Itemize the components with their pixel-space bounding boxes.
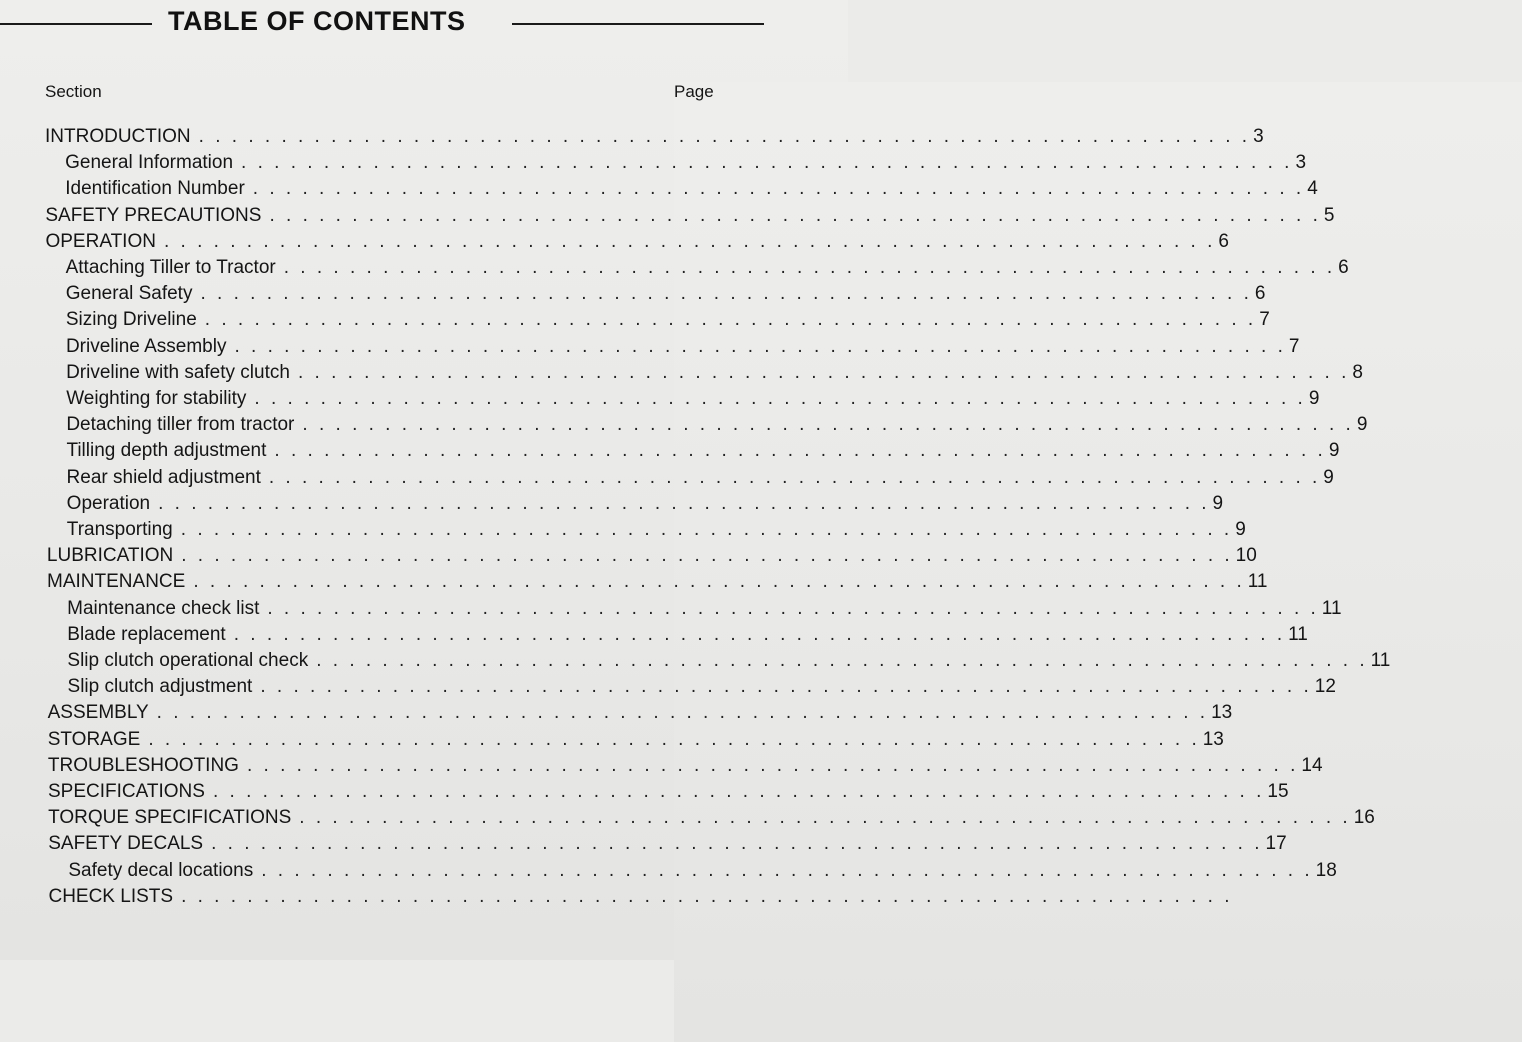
toc-leader-dots: . . . . . . . . . . . . . . . . . . . . . . . . . . . . . . . . . . . . . . . . . . . . . . . . . . . . . . . . . . . . . . . . xyxy=(260,676,1312,698)
toc-entry xyxy=(65,152,1307,178)
page-title: TABLE OF CONTENTS xyxy=(168,6,466,36)
toc-entry xyxy=(65,178,1318,204)
toc-entry xyxy=(66,388,1320,414)
toc-entry-label: Weighting for stability xyxy=(66,388,247,409)
toc-entry xyxy=(67,597,1342,624)
toc-leader-dots: . . . . . . . . . . . . . . . . . . . . . . . . . . . . . . . . . . . . . . . . . . . . . . . . . . . . . . . . . . . . . . . . xyxy=(180,519,1233,540)
toc-leader-dots: . . . . . . . . . . . . . . . . . . . . . . . . . . . . . . . . . . . . . . . . . . . . . . . . . . . . . . . . . . . . . . . . xyxy=(274,440,1326,462)
toc-leader-dots: . . . . . . . . . . . . . . . . . . . . . . . . . . . . . . . . . . . . . . . . . . . . . . . . . . . . . . . . . . . . . . . . xyxy=(241,152,1293,174)
toc-entry-page: 16 xyxy=(1353,807,1375,829)
toc-leader-dots: . . . . . . . . . . . . . . . . . . . . . . . . . . . . . . . . . . . . . . . . . . . . . . . . . . . . . . . . . . . . . . . . xyxy=(181,885,1233,907)
toc-entry-label: Attaching Tiller to Tractor xyxy=(65,257,276,278)
toc-entry xyxy=(48,885,1233,912)
toc-entry xyxy=(66,492,1224,519)
toc-entry xyxy=(66,361,1363,388)
toc-entry xyxy=(66,519,1246,545)
toc-entry-label: SAFETY DECALS xyxy=(48,833,204,855)
toc-entry-page: 11 xyxy=(1370,650,1391,671)
toc-entry-label: Transporting xyxy=(66,519,173,540)
toc-entry xyxy=(45,230,1229,257)
toc-entry xyxy=(48,781,1289,807)
toc-leader-dots: . . . . . . . . . . . . . . . . . . . . . . . . . . . . . . . . . . . . . . . . . . . . . . . . . . . . . . . . . . . . . . . . xyxy=(200,283,1252,305)
toc-leader-dots: . . . . . . . . . . . . . . . . . . . . . . . . . . . . . . . . . . . . . . . . . . . . . . . . . . . . . . . . . . . . . . . . xyxy=(302,414,1354,436)
toc-entry-page: 9 xyxy=(1212,492,1224,514)
section-column-header: Section xyxy=(45,82,102,101)
toc-entry-label: OPERATION xyxy=(45,230,156,252)
toc-leader-dots: . . . . . . . . . . . . . . . . . . . . . . . . . . . . . . . . . . . . . . . . . . . . . . . . . . . . . . . . . . . . . . . . xyxy=(261,859,1313,881)
toc-entry xyxy=(66,414,1368,440)
toc-entry-page: 15 xyxy=(1267,781,1289,802)
toc-entry-label: Detaching tiller from tractor xyxy=(66,414,295,436)
toc-leader-dots: . . . . . . . . . . . . . . . . . . . . . . . . . . . . . . . . . . . . . . . . . . . . . . . . . . . . . . . . . . . . . . . . xyxy=(181,545,1233,567)
toc-entry-page: 13 xyxy=(1202,728,1224,750)
toc-entry xyxy=(67,676,1336,702)
toc-entry xyxy=(47,571,1268,597)
toc-leader-dots: . . . . . . . . . . . . . . . . . . . . . . . . . . . . . . . . . . . . . . . . . . . . . . . . . . . . . . . . . . . . . . . . xyxy=(297,361,1350,383)
toc-entry-label: TORQUE SPECIFICATIONS xyxy=(48,807,292,829)
toc-leader-dots: . . . . . . . . . . . . . . . . . . . . . . . . . . . . . . . . . . . . . . . . . . . . . . . . . . . . . . . . . . . . . . . . xyxy=(233,623,1286,645)
toc-entry-label: General Information xyxy=(65,152,234,174)
toc-entry-page: 10 xyxy=(1235,545,1257,567)
toc-leader-dots: . . . . . . . . . . . . . . . . . . . . . . . . . . . . . . . . . . . . . . . . . . . . . . . . . . . . . . . . . . . . . . . . xyxy=(283,257,1336,278)
toc-entry-label: SAFETY PRECAUTIONS xyxy=(45,204,262,226)
toc-leader-dots: . . . . . . . . . . . . . . . . . . . . . . . . . . . . . . . . . . . . . . . . . . . . . . . . . . . . . . . . . . . . . . . . xyxy=(267,597,1319,619)
toc-entry xyxy=(47,702,1233,728)
page-column-header: Page xyxy=(674,82,1522,1042)
toc-leader-dots: . . . . . . . . . . . . . . . . . . . . . . . . . . . . . . . . . . . . . . . . . . . . . . . . . . . . . . . . . . . . . . . . xyxy=(268,466,1321,488)
toc-leader-dots: . . . . . . . . . . . . . . . . . . . . . . . . . . . . . . . . . . . . . . . . . . . . . . . . . . . . . . . . . . . . . . . . xyxy=(148,728,1200,750)
toc-entry-label: Sizing Driveline xyxy=(65,309,197,331)
toc-leader-dots: . . . . . . . . . . . . . . . . . . . . . . . . . . . . . . . . . . . . . . . . . . . . . . . . . . . . . . . . . . . . . . . . xyxy=(254,388,1306,409)
toc-leader-dots: . . . . . . . . . . . . . . . . . . . . . . . . . . . . . . . . . . . . . . . . . . . . . . . . . . . . . . . . . . . . . . . . xyxy=(234,335,1286,357)
toc-entry-label: MAINTENANCE xyxy=(47,571,186,593)
toc-entry-page: 6 xyxy=(1338,257,1349,278)
toc-leader-dots: . . . . . . . . . . . . . . . . . . . . . . . . . . . . . . . . . . . . . . . . . . . . . . . . . . . . . . . . . . . . . . . . xyxy=(212,781,1265,802)
toc-entry-page: 4 xyxy=(1307,178,1318,200)
toc-entry xyxy=(48,807,1375,833)
toc-entry-label: LUBRICATION xyxy=(46,545,174,567)
toc-entry xyxy=(67,650,1391,676)
toc-entry-label: Blade replacement xyxy=(67,623,226,645)
toc-entry-page: 6 xyxy=(1218,230,1229,252)
toc-entry-page: 11 xyxy=(1288,623,1308,645)
toc-entry-label: CHECK LISTS xyxy=(48,885,174,907)
toc-entry-label: General Safety xyxy=(65,283,193,305)
toc-leader-dots: . . . . . . . . . . . . . . . . . . . . . . . . . . . . . . . . . . . . . . . . . . . . . . . . . . . . . . . . . . . . . . . . xyxy=(299,807,1351,829)
toc-leader-dots: . . . . . . . . . . . . . . . . . . . . . . . . . . . . . . . . . . . . . . . . . . . . . . . . . . . . . . . . . . . . . . . . xyxy=(252,178,1305,200)
toc-entry-label: Tilling depth adjustment xyxy=(66,440,267,462)
toc-entry-label: STORAGE xyxy=(47,728,141,750)
toc-entry-page: 7 xyxy=(1259,309,1270,331)
toc-entry-label: Operation xyxy=(66,492,151,514)
toc-entry-label: Rear shield adjustment xyxy=(66,466,261,488)
toc-leader-dots: . . . . . . . . . . . . . . . . . . . . . . . . . . . . . . . . . . . . . . . . . . . . . . . . . . . . . . . . . . . . . . . . xyxy=(163,230,1216,252)
toc-entry-label: ASSEMBLY xyxy=(47,702,149,724)
toc-entry xyxy=(65,309,1270,335)
toc-entry xyxy=(47,728,1224,755)
toc-entry-page: 18 xyxy=(1315,859,1337,881)
toc-entry-label: Slip clutch adjustment xyxy=(67,676,253,698)
toc-entry-label: TROUBLESHOOTING xyxy=(47,754,239,776)
toc-leader-dots: . . . . . . . . . . . . . . . . . . . . . . . . . . . . . . . . . . . . . . . . . . . . . . . . . . . . . . . . . . . . . . . . xyxy=(156,702,1209,724)
toc-entry-page: 9 xyxy=(1308,388,1320,409)
toc-entry-label: Identification Number xyxy=(65,178,245,200)
toc-entry xyxy=(45,204,1335,231)
toc-entry-page: 7 xyxy=(1288,335,1300,357)
toc-entry-page: 3 xyxy=(1253,126,1264,147)
toc-entry-page: 11 xyxy=(1321,597,1342,619)
toc-entry xyxy=(66,440,1340,466)
toc-entry-page: 8 xyxy=(1352,361,1363,383)
toc-entry-page: 17 xyxy=(1265,833,1287,855)
toc-entry xyxy=(48,833,1287,859)
toc-entry-label: Maintenance check list xyxy=(67,597,260,619)
toc-entry xyxy=(47,754,1323,781)
toc-entry xyxy=(68,859,1337,886)
toc-entry-label: Driveline Assembly xyxy=(65,335,227,357)
toc-entry-page: 13 xyxy=(1211,702,1233,724)
toc-entry-page: 14 xyxy=(1301,754,1323,776)
toc-entry-page: 11 xyxy=(1247,571,1268,593)
toc-leader-dots: . . . . . . . . . . . . . . . . . . . . . . . . . . . . . . . . . . . . . . . . . . . . . . . . . . . . . . . . . . . . . . . . xyxy=(198,126,1251,147)
toc-entry xyxy=(67,623,1308,650)
toc-entry-page: 6 xyxy=(1254,283,1266,305)
toc-entry xyxy=(65,335,1300,362)
toc-entry xyxy=(66,466,1334,493)
toc-entry-page: 9 xyxy=(1323,466,1334,488)
toc-entry-page: 12 xyxy=(1314,676,1336,698)
toc-entry-page: 3 xyxy=(1295,152,1307,174)
toc-entry-label: Safety decal locations xyxy=(68,859,254,881)
toc-entry xyxy=(65,257,1349,283)
toc-entry-page: 5 xyxy=(1323,204,1335,226)
toc-leader-dots: . . . . . . . . . . . . . . . . . . . . . . . . . . . . . . . . . . . . . . . . . . . . . . . . . . . . . . . . . . . . . . . . xyxy=(211,833,1263,855)
toc-entry-page: 9 xyxy=(1235,519,1246,540)
toc-leader-dots: . . . . . . . . . . . . . . . . . . . . . . . . . . . . . . . . . . . . . . . . . . . . . . . . . . . . . . . . . . . . . . . . xyxy=(269,204,1321,226)
toc-entry-label: INTRODUCTION xyxy=(45,126,191,147)
toc-leader-dots: . . . . . . . . . . . . . . . . . . . . . . . . . . . . . . . . . . . . . . . . . . . . . . . . . . . . . . . . . . . . . . . . xyxy=(158,492,1210,514)
toc-leader-dots: . . . . . . . . . . . . . . . . . . . . . . . . . . . . . . . . . . . . . . . . . . . . . . . . . . . . . . . . . . . . . . . . xyxy=(246,754,1299,776)
toc-entry-label: SPECIFICATIONS xyxy=(48,781,205,802)
toc-entry xyxy=(45,126,1264,152)
toc-leader-dots: . . . . . . . . . . . . . . . . . . . . . . . . . . . . . . . . . . . . . . . . . . . . . . . . . . . . . . . . . . . . . . . . xyxy=(316,650,1368,671)
toc-entry xyxy=(46,545,1257,571)
toc-entry-label: Driveline with safety clutch xyxy=(66,361,290,383)
toc-entry-page: 9 xyxy=(1356,414,1368,436)
toc-entry-label: Slip clutch operational check xyxy=(67,650,309,671)
toc-entry-page: 9 xyxy=(1328,440,1340,462)
toc-leader-dots: . . . . . . . . . . . . . . . . . . . . . . . . . . . . . . . . . . . . . . . . . . . . . . . . . . . . . . . . . . . . . . . . xyxy=(193,571,1245,593)
toc-leader-dots: . . . . . . . . . . . . . . . . . . . . . . . . . . . . . . . . . . . . . . . . . . . . . . . . . . . . . . . . . . . . . . . . xyxy=(204,309,1257,331)
toc-entry xyxy=(65,283,1266,309)
